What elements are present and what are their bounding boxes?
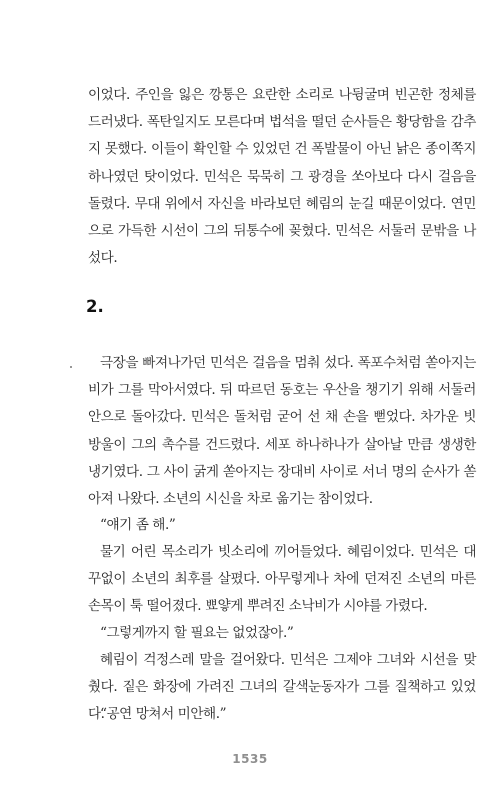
paragraph: 물기 어린 목소리가 빗소리에 끼어들었다. 혜림이었다. 민석은 대꾸없이 소년의 최후를 살폈다. 아무렇게나 차에 던져진 소년의 마른 손목이 툭 떨어졌다. 뾰얗게 뿌려진 소낙비가 시야를 가렸다. [88, 544, 476, 615]
dialogue-line: “얘기 좀 해.” [100, 517, 176, 533]
paragraph: 극장을 빠져나가던 민석은 걸음을 멈춰 섰다. 폭포수처럼 쏟아지는 비가 그를 막아서였다. 뒤 따르던 동호는 우산을 챙기기 위해 서둘러 안으로 돌아갔다. 민석은 돌처럼 굳어 선 채 손을 뻗었다. 차가운 빗방울이 그의 촉수를 건드렸다. 세포 하나하나가 살아날 만큼 생생한 냉기였다. 그 사이 굵게 쏟아지는 장대비 사이로 서너 명의 순사가 쏟아져 나왔다. 소년의 시신을 차로 옮기는 참이었다. [88, 355, 476, 508]
page-number: 1535 [232, 752, 268, 766]
paragraph-continued: 이었다. 주인을 잃은 깡통은 요란한 소리로 나뒹굴며 빈곤한 정체를 드러냈다. 폭탄일지도 모른다며 법석을 떨던 순사들은 황당함을 감추지 못했다. 이들이 확인할 수 있었던 건 폭발물이 아닌 낡은 종이쪽지 하나였던 탓이었다. 민석은 묵묵히 그 광경을 쏘아보다 다시 걸음을 돌렸다. 무대 위에서 자신을 바라보던 혜림의 눈길 때문이었다. 연민으로 가득한 시선이 그의 뒤통수에 꽂혔다. 민석은 서둘러 문밖을 나섰다. [88, 87, 476, 267]
dialogue-line: “공연 망쳐서 미안해.” [100, 706, 227, 722]
dialogue-line: “그렇게까지 할 필요는 없었잖아.” [100, 625, 294, 641]
paragraph: 혜림이 걱정스레 말을 걸어왔다. 민석은 그제야 그녀와 시선을 맞췄다. 짙은 화장에 가려진 그녀의 갈색눈동자가 그를 질책하고 있었다. [88, 652, 476, 723]
section-heading: 2. [86, 297, 104, 316]
paper-speck [70, 366, 72, 368]
